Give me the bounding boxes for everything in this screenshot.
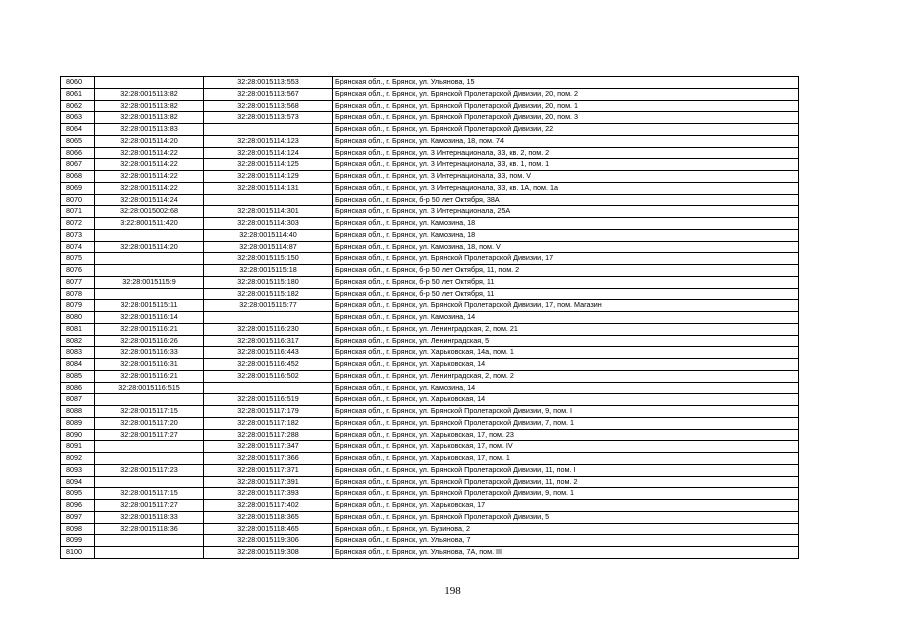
page-number: 198	[444, 585, 461, 597]
object-number-cell: 32:28:0015115:180	[204, 276, 333, 288]
row-number-cell: 8069	[61, 182, 95, 194]
table-row	[61, 171, 799, 183]
address-cell: Брянская обл., г. Брянск, ул. Брянской Пролетарской Дивизии, 11, пом. I	[333, 464, 799, 476]
parcel-number-cell: 32:28:0015117:27	[95, 429, 204, 441]
parcel-number-cell: 32:28:0015117:27	[95, 500, 204, 512]
object-number-cell: 32:28:0015113:573	[204, 112, 333, 124]
table-row	[61, 429, 799, 441]
table-row	[61, 124, 799, 136]
address-cell: Брянская обл., г. Брянск, ул. Ульянова, 7	[333, 535, 799, 547]
table-row	[61, 241, 799, 253]
parcel-number-cell	[95, 547, 204, 559]
table-row	[61, 406, 799, 418]
object-number-cell: 32:28:0015117:391	[204, 476, 333, 488]
row-number-cell: 8081	[61, 323, 95, 335]
object-number-cell: 32:28:0015116:443	[204, 347, 333, 359]
row-number-cell: 8060	[61, 77, 95, 89]
address-cell: Брянская обл., г. Брянск, ул. Ленинградская, 2, пом. 21	[333, 323, 799, 335]
table-row	[61, 500, 799, 512]
address-cell: Брянская обл., г. Брянск, ул. Камозина, 18	[333, 229, 799, 241]
object-number-cell: 32:28:0015113:567	[204, 88, 333, 100]
table-row	[61, 417, 799, 429]
parcel-number-cell	[95, 394, 204, 406]
object-number-cell: 32:28:0015114:40	[204, 229, 333, 241]
row-number-cell: 8077	[61, 276, 95, 288]
row-number-cell: 8062	[61, 100, 95, 112]
object-number-cell: 32:28:0015114:301	[204, 206, 333, 218]
table-row	[61, 347, 799, 359]
address-cell: Брянская обл., г. Брянск, ул. 3 Интернационала, 33, кв. 2, пом. 2	[333, 147, 799, 159]
object-number-cell: 32:28:0015113:553	[204, 77, 333, 89]
object-number-cell: 32:28:0015114:125	[204, 159, 333, 171]
object-number-cell: 32:28:0015115:150	[204, 253, 333, 265]
address-cell: Брянская обл., г. Брянск, ул. Ленинградская, 2, пом. 2	[333, 370, 799, 382]
object-number-cell: 32:28:0015114:303	[204, 218, 333, 230]
parcel-number-cell: 32:28:0015002:68	[95, 206, 204, 218]
parcel-number-cell: 32:28:0015114:22	[95, 182, 204, 194]
address-cell: Брянская обл., г. Брянск, ул. Ульянова, 15	[333, 77, 799, 89]
address-cell: Брянская обл., г. Брянск, б-р 50 лет Октября, 11	[333, 288, 799, 300]
table-row	[61, 100, 799, 112]
parcel-number-cell: 32:28:0015117:23	[95, 464, 204, 476]
row-number-cell: 8072	[61, 218, 95, 230]
object-number-cell: 32:28:0015117:347	[204, 441, 333, 453]
address-cell: Брянская обл., г. Брянск, ул. 3 Интернационала, 33, кв. 1А, пом. 1а	[333, 182, 799, 194]
row-number-cell: 8067	[61, 159, 95, 171]
address-cell: Брянская обл., г. Брянск, ул. Ленинградская, 5	[333, 335, 799, 347]
object-number-cell: 32:28:0015119:306	[204, 535, 333, 547]
address-cell: Брянская обл., г. Брянск, ул. Харьковская, 17, пом. 23	[333, 429, 799, 441]
row-number-cell: 8075	[61, 253, 95, 265]
object-number-cell: 32:28:0015114:87	[204, 241, 333, 253]
table-row	[61, 265, 799, 277]
parcel-number-cell: 32:28:0015117:15	[95, 406, 204, 418]
table-row	[61, 300, 799, 312]
object-number-cell: 32:28:0015116:502	[204, 370, 333, 382]
address-cell: Брянская обл., г. Брянск, ул. 3 Интернационала, 33, кв. 1, пом. 1	[333, 159, 799, 171]
address-cell: Брянская обл., г. Брянск, ул. Брянской Пролетарской Дивизии, 5	[333, 511, 799, 523]
parcel-number-cell	[95, 441, 204, 453]
parcel-number-cell	[95, 265, 204, 277]
parcel-number-cell: 32:28:0015117:20	[95, 417, 204, 429]
table-row	[61, 535, 799, 547]
object-number-cell: 32:28:0015116:452	[204, 359, 333, 371]
object-number-cell: 32:28:0015116:519	[204, 394, 333, 406]
row-number-cell: 8086	[61, 382, 95, 394]
table-row	[61, 77, 799, 89]
table-row	[61, 147, 799, 159]
row-number-cell: 8097	[61, 511, 95, 523]
object-number-cell: 32:28:0015113:568	[204, 100, 333, 112]
parcel-number-cell	[95, 476, 204, 488]
table-row	[61, 441, 799, 453]
table-row	[61, 253, 799, 265]
address-cell: Брянская обл., г. Брянск, ул. Харьковская, 14а, пом. 1	[333, 347, 799, 359]
table-row	[61, 218, 799, 230]
table-row	[61, 229, 799, 241]
parcel-number-cell: 32:28:0015116:515	[95, 382, 204, 394]
table-row	[61, 464, 799, 476]
parcel-number-cell: 32:28:0015118:36	[95, 523, 204, 535]
object-number-cell: 32:28:0015117:182	[204, 417, 333, 429]
address-cell: Брянская обл., г. Брянск, ул. 3 Интернационала, 25А	[333, 206, 799, 218]
address-cell: Брянская обл., г. Брянск, ул. Брянской Пролетарской Дивизии, 11, пом. 2	[333, 476, 799, 488]
row-number-cell: 8080	[61, 312, 95, 324]
row-number-cell: 8098	[61, 523, 95, 535]
address-cell: Брянская обл., г. Брянск, ул. Харьковская, 17, пом. IV	[333, 441, 799, 453]
table-row	[61, 288, 799, 300]
table-row	[61, 370, 799, 382]
table-row	[61, 394, 799, 406]
object-number-cell: 32:28:0015117:179	[204, 406, 333, 418]
parcel-number-cell: 32:28:0015113:83	[95, 124, 204, 136]
row-number-cell: 8085	[61, 370, 95, 382]
row-number-cell: 8099	[61, 535, 95, 547]
address-cell: Брянская обл., г. Брянск, ул. Камозина, 18, пом. V	[333, 241, 799, 253]
row-number-cell: 8064	[61, 124, 95, 136]
address-cell: Брянская обл., г. Брянск, ул. Камозина, 18	[333, 218, 799, 230]
address-cell: Брянская обл., г. Брянск, ул. Брянской Пролетарской Дивизии, 20, пом. 3	[333, 112, 799, 124]
parcel-number-cell: 32:28:0015114:20	[95, 241, 204, 253]
table-row	[61, 206, 799, 218]
row-number-cell: 8079	[61, 300, 95, 312]
row-number-cell: 8070	[61, 194, 95, 206]
parcel-number-cell: 32:28:0015116:33	[95, 347, 204, 359]
object-number-cell: 32:28:0015118:365	[204, 511, 333, 523]
parcel-number-cell	[95, 229, 204, 241]
parcel-number-cell: 32:28:0015116:31	[95, 359, 204, 371]
table-row	[61, 523, 799, 535]
object-number-cell: 32:28:0015114:131	[204, 182, 333, 194]
table-row	[61, 453, 799, 465]
object-number-cell: 32:28:0015117:393	[204, 488, 333, 500]
object-number-cell: 32:28:0015117:371	[204, 464, 333, 476]
object-number-cell: 32:28:0015117:366	[204, 453, 333, 465]
address-cell: Брянская обл., г. Брянск, ул. Бузинова, 2	[333, 523, 799, 535]
registry-table-body	[61, 77, 799, 559]
object-number-cell: 32:28:0015114:124	[204, 147, 333, 159]
registry-table	[60, 76, 799, 559]
parcel-number-cell: 32:28:0015115:9	[95, 276, 204, 288]
address-cell: Брянская обл., г. Брянск, ул. Брянской Пролетарской Дивизии, 7, пом. 1	[333, 417, 799, 429]
address-cell: Брянская обл., г. Брянск, ул. Брянской Пролетарской Дивизии, 9, пом. I	[333, 406, 799, 418]
parcel-number-cell: 32:28:0015114:22	[95, 147, 204, 159]
table-row	[61, 312, 799, 324]
row-number-cell: 8089	[61, 417, 95, 429]
address-cell: Брянская обл., г. Брянск, ул. Брянской Пролетарской Дивизии, 20, пом. 1	[333, 100, 799, 112]
parcel-number-cell: 32:28:0015114:22	[95, 159, 204, 171]
row-number-cell: 8083	[61, 347, 95, 359]
object-number-cell	[204, 312, 333, 324]
address-cell: Брянская обл., г. Брянск, б-р 50 лет Октября, 38А	[333, 194, 799, 206]
table-row	[61, 276, 799, 288]
row-number-cell: 8061	[61, 88, 95, 100]
object-number-cell: 32:28:0015115:77	[204, 300, 333, 312]
object-number-cell: 32:28:0015119:308	[204, 547, 333, 559]
address-cell: Брянская обл., г. Брянск, ул. Камозина, 14	[333, 312, 799, 324]
row-number-cell: 8090	[61, 429, 95, 441]
table-row	[61, 182, 799, 194]
row-number-cell: 8095	[61, 488, 95, 500]
address-cell: Брянская обл., г. Брянск, ул. Брянской Пролетарской Дивизии, 9, пом. 1	[333, 488, 799, 500]
row-number-cell: 8074	[61, 241, 95, 253]
parcel-number-cell	[95, 77, 204, 89]
row-number-cell: 8071	[61, 206, 95, 218]
object-number-cell	[204, 382, 333, 394]
object-number-cell: 32:28:0015115:182	[204, 288, 333, 300]
address-cell: Брянская обл., г. Брянск, ул. Харьковская, 17	[333, 500, 799, 512]
table-row	[61, 323, 799, 335]
table-row	[61, 382, 799, 394]
table-row	[61, 135, 799, 147]
address-cell: Брянская обл., г. Брянск, ул. Харьковская, 14	[333, 359, 799, 371]
table-row	[61, 511, 799, 523]
row-number-cell: 8084	[61, 359, 95, 371]
object-number-cell: 32:28:0015114:123	[204, 135, 333, 147]
row-number-cell: 8078	[61, 288, 95, 300]
row-number-cell: 8073	[61, 229, 95, 241]
object-number-cell	[204, 124, 333, 136]
address-cell: Брянская обл., г. Брянск, б-р 50 лет Октября, 11, пом. 2	[333, 265, 799, 277]
object-number-cell: 32:28:0015118:465	[204, 523, 333, 535]
row-number-cell: 8065	[61, 135, 95, 147]
parcel-number-cell: 32:28:0015116:21	[95, 370, 204, 382]
parcel-number-cell: 32:28:0015113:82	[95, 112, 204, 124]
row-number-cell: 8091	[61, 441, 95, 453]
parcel-number-cell	[95, 453, 204, 465]
parcel-number-cell: 32:28:0015114:20	[95, 135, 204, 147]
row-number-cell: 8087	[61, 394, 95, 406]
row-number-cell: 8076	[61, 265, 95, 277]
address-cell: Брянская обл., г. Брянск, ул. 3 Интернационала, 33, пом. V	[333, 171, 799, 183]
parcel-number-cell: 32:28:0015115:11	[95, 300, 204, 312]
parcel-number-cell: 32:28:0015114:24	[95, 194, 204, 206]
address-cell: Брянская обл., г. Брянск, ул. Брянской Пролетарской Дивизии, 20, пом. 2	[333, 88, 799, 100]
parcel-number-cell: 32:28:0015113:82	[95, 100, 204, 112]
address-cell: Брянская обл., г. Брянск, ул. Камозина, 18, пом. 74	[333, 135, 799, 147]
parcel-number-cell: 3:22:8001511:420	[95, 218, 204, 230]
address-cell: Брянская обл., г. Брянск, ул. Ульянова, 7А, пом. III	[333, 547, 799, 559]
table-row	[61, 547, 799, 559]
parcel-number-cell: 32:28:0015113:82	[95, 88, 204, 100]
address-cell: Брянская обл., г. Брянск, ул. Брянской Пролетарской Дивизии, 22	[333, 124, 799, 136]
address-cell: Брянская обл., г. Брянск, ул. Харьковская, 17, пом. 1	[333, 453, 799, 465]
address-cell: Брянская обл., г. Брянск, ул. Брянской Пролетарской Дивизии, 17, пом. Магазин	[333, 300, 799, 312]
row-number-cell: 8093	[61, 464, 95, 476]
table-row	[61, 159, 799, 171]
parcel-number-cell: 32:28:0015118:33	[95, 511, 204, 523]
row-number-cell: 8100	[61, 547, 95, 559]
address-cell: Брянская обл., г. Брянск, б-р 50 лет Октября, 11	[333, 276, 799, 288]
object-number-cell: 32:28:0015117:402	[204, 500, 333, 512]
address-cell: Брянская обл., г. Брянск, ул. Брянской Пролетарской Дивизии, 17	[333, 253, 799, 265]
table-row	[61, 359, 799, 371]
row-number-cell: 8063	[61, 112, 95, 124]
parcel-number-cell	[95, 535, 204, 547]
object-number-cell	[204, 194, 333, 206]
table-row	[61, 488, 799, 500]
address-cell: Брянская обл., г. Брянск, ул. Камозина, 14	[333, 382, 799, 394]
table-row	[61, 335, 799, 347]
table-row	[61, 476, 799, 488]
object-number-cell: 32:28:0015117:288	[204, 429, 333, 441]
row-number-cell: 8068	[61, 171, 95, 183]
table-row	[61, 88, 799, 100]
row-number-cell: 8066	[61, 147, 95, 159]
row-number-cell: 8082	[61, 335, 95, 347]
object-number-cell: 32:28:0015114:129	[204, 171, 333, 183]
parcel-number-cell: 32:28:0015117:15	[95, 488, 204, 500]
object-number-cell: 32:28:0015116:317	[204, 335, 333, 347]
parcel-number-cell: 32:28:0015116:26	[95, 335, 204, 347]
row-number-cell: 8096	[61, 500, 95, 512]
address-cell: Брянская обл., г. Брянск, ул. Харьковская, 14	[333, 394, 799, 406]
row-number-cell: 8088	[61, 406, 95, 418]
row-number-cell: 8092	[61, 453, 95, 465]
parcel-number-cell: 32:28:0015116:21	[95, 323, 204, 335]
parcel-number-cell	[95, 253, 204, 265]
object-number-cell: 32:28:0015116:230	[204, 323, 333, 335]
object-number-cell: 32:28:0015115:18	[204, 265, 333, 277]
parcel-number-cell	[95, 288, 204, 300]
table-row	[61, 112, 799, 124]
table-row	[61, 194, 799, 206]
row-number-cell: 8094	[61, 476, 95, 488]
parcel-number-cell: 32:28:0015114:22	[95, 171, 204, 183]
parcel-number-cell: 32:28:0015116:14	[95, 312, 204, 324]
